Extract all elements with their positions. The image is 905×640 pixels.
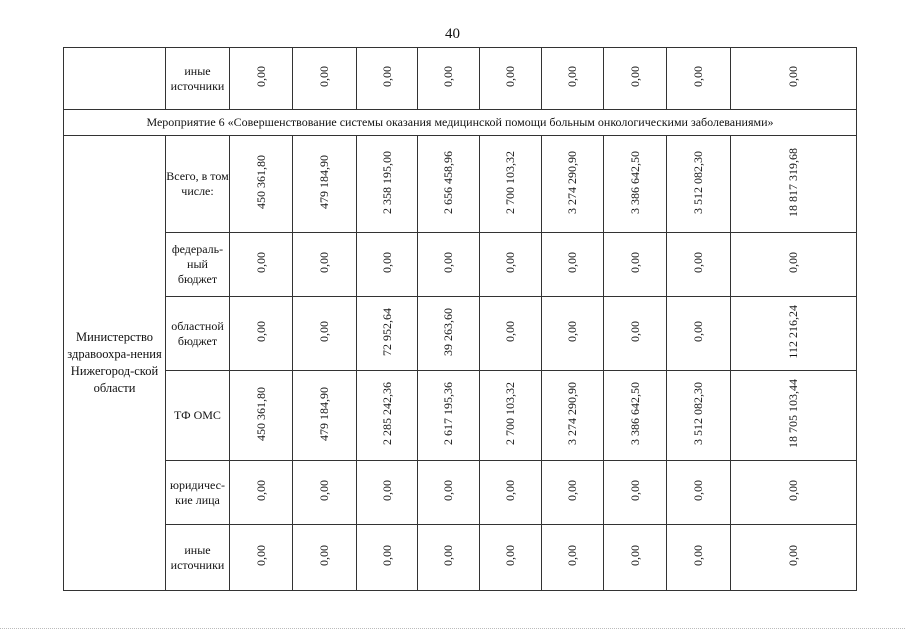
value-text: 0,00 [691,321,705,342]
value-cell [542,525,604,591]
value-text: 0,00 [441,480,455,501]
value-cell [230,136,293,233]
value-cell [418,371,480,461]
value-text: 0,00 [503,321,517,342]
value-text: 0,00 [253,545,268,566]
value-cell [357,136,418,233]
value-cell [418,525,480,591]
value-text: 0,00 [441,66,455,87]
value-text: 0,00 [786,480,800,501]
value-text: 2 700 103,32 [503,150,517,214]
value-text: 2 700 103,32 [503,382,517,445]
table-row [64,233,857,297]
value-text: 0,00 [627,545,642,566]
value-cell [480,233,542,297]
value-text: 0,00 [317,545,331,566]
value-cell [542,297,604,371]
value-cell [604,233,667,297]
value-text: 0,00 [379,66,394,87]
table-row [64,461,857,525]
value-text: 112 216,24 [786,304,800,359]
value-text: 0,00 [691,480,705,501]
value-text: 479 184,90 [317,386,331,441]
row-label: ТФ ОМС [166,371,230,461]
value-cell [293,525,357,591]
value-text: 0,00 [691,66,705,87]
value-cell [357,233,418,297]
value-cell [357,371,418,461]
value-cell [418,48,480,110]
value-cell [357,461,418,525]
value-text: 39 263,60 [441,307,455,356]
value-text: 0,00 [441,545,455,566]
table-row [64,297,857,371]
value-text: 3 274 290,90 [565,382,579,445]
value-cell [230,461,293,525]
budget-table [63,47,857,591]
value-cell [542,48,604,110]
value-cell [480,136,542,233]
value-cell [542,461,604,525]
value-cell [731,525,857,591]
value-text: 0,00 [627,480,642,501]
value-cell [418,461,480,525]
value-cell [604,525,667,591]
value-cell [293,48,357,110]
value-text: 3 274 290,90 [565,150,579,214]
value-cell [731,297,857,371]
row-label: иные источники [166,525,230,591]
value-cell [667,461,731,525]
value-cell [230,525,293,591]
value-text: 0,00 [503,66,517,87]
value-text: 0,00 [503,545,517,566]
value-cell [293,136,357,233]
value-text: 0,00 [317,66,331,87]
value-cell [480,297,542,371]
value-text: 3 386 642,50 [627,382,642,445]
value-cell [480,525,542,591]
value-text: 3 512 082,30 [691,382,705,445]
value-cell [731,371,857,461]
value-cell [604,461,667,525]
value-cell [357,48,418,110]
value-cell [542,371,604,461]
table-body [64,48,857,591]
value-text: 0,00 [565,252,579,273]
table-row [64,136,857,233]
section-row [64,110,857,136]
value-cell [604,136,667,233]
value-text: 0,00 [565,321,579,342]
value-cell [480,371,542,461]
value-cell [293,233,357,297]
value-cell [667,233,731,297]
row-label: юридичес-кие лица [166,461,230,525]
value-cell [230,48,293,110]
value-cell [293,371,357,461]
value-cell [604,371,667,461]
value-cell [667,136,731,233]
value-text: 0,00 [317,321,331,342]
value-text: 0,00 [253,252,268,273]
value-cell [357,297,418,371]
value-text: 0,00 [253,321,268,342]
value-cell [418,297,480,371]
value-text: 2 285 242,36 [379,382,394,445]
value-cell [230,371,293,461]
value-text: 0,00 [786,545,800,566]
value-text: 450 361,80 [253,386,268,441]
value-text: 0,00 [691,252,705,273]
value-cell [293,297,357,371]
value-text: 0,00 [565,66,579,87]
value-text: 479 184,90 [317,155,331,209]
value-text: 2 617 195,36 [441,382,455,445]
organization-cell: Министерство здравоохра-нения Нижегород-ской области [64,136,166,591]
value-text: 0,00 [379,252,394,273]
value-text: 0,00 [565,545,579,566]
empty-org-cell [64,48,166,110]
value-text: 0,00 [786,66,800,87]
value-text: 0,00 [691,545,705,566]
value-cell [293,461,357,525]
value-text: 18 705 103,44 [786,379,800,448]
value-text: 18 817 319,68 [786,147,800,217]
value-text: 0,00 [441,252,455,273]
value-cell [731,233,857,297]
table-row [64,525,857,591]
value-text: 0,00 [786,252,800,273]
value-text: 2 358 195,00 [379,150,394,214]
section-title: Мероприятие 6 «Совершенствование системы оказания медицинской помощи больным онкологическими заболеваниями» [64,110,857,136]
value-text: 0,00 [565,480,579,501]
value-cell [667,371,731,461]
value-cell [542,136,604,233]
value-cell [542,233,604,297]
value-cell [480,461,542,525]
value-text: 0,00 [503,252,517,273]
value-cell [667,48,731,110]
value-text: 0,00 [503,480,517,501]
value-cell [731,136,857,233]
value-text: 0,00 [253,480,268,501]
value-cell [731,48,857,110]
value-cell [667,297,731,371]
value-text: 0,00 [627,321,642,342]
value-text: 72 952,64 [379,307,394,356]
value-text: 3 512 082,30 [691,150,705,214]
value-text: 0,00 [379,545,394,566]
value-text: 450 361,80 [253,155,268,209]
table-row [64,48,857,110]
value-text: 0,00 [627,66,642,87]
value-text: 0,00 [317,252,331,273]
value-cell [604,297,667,371]
row-label: Всего, в том числе: [166,136,230,233]
page-number: 40 [445,26,460,42]
value-cell [480,48,542,110]
value-text: 0,00 [379,480,394,501]
value-cell [230,233,293,297]
row-label: федераль-ный бюджет [166,233,230,297]
value-text: 0,00 [627,252,642,273]
value-cell [418,136,480,233]
value-cell [667,525,731,591]
value-cell [230,297,293,371]
table-row [64,371,857,461]
row-label: областной бюджет [166,297,230,371]
value-text: 0,00 [317,480,331,501]
value-cell [731,461,857,525]
value-cell [418,233,480,297]
value-cell [357,525,418,591]
value-cell [604,48,667,110]
value-text: 3 386 642,50 [627,150,642,214]
value-text: 2 656 458,96 [441,150,455,214]
page-bottom-rule [0,628,905,630]
row-label: иные источники [166,48,230,110]
value-text: 0,00 [253,66,268,87]
